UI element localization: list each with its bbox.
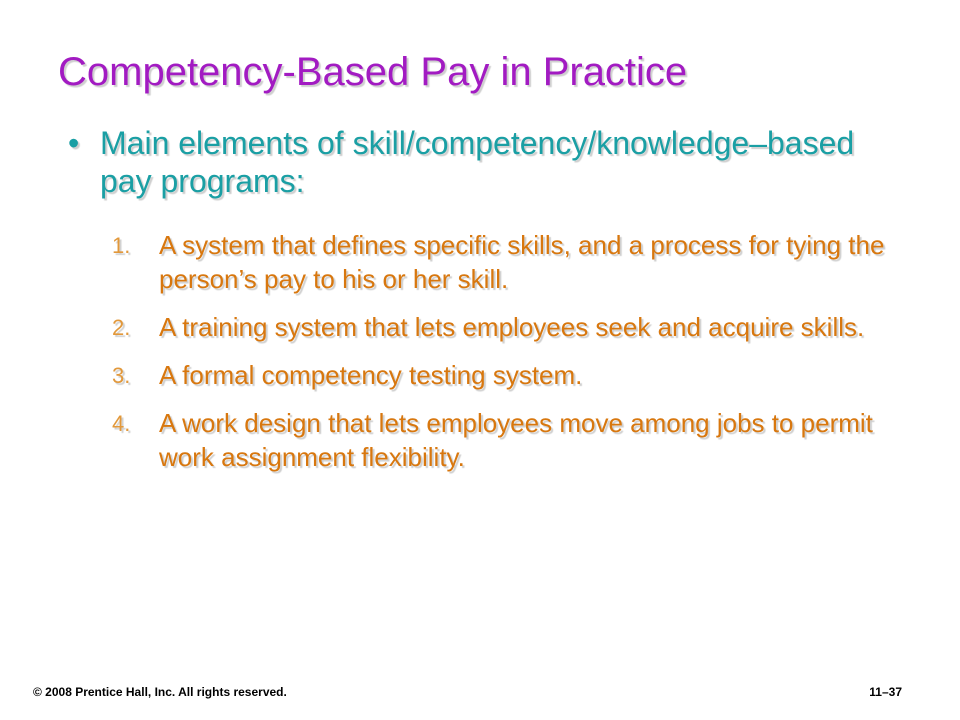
page-number: 11–37 [869,685,902,699]
list-item-number: 2. [112,315,131,340]
list-item [112,358,902,392]
list-item [112,228,902,296]
list-item-text: A system that defines specific skills, and a process for tying the person’s pay to his or her skill. [159,230,885,294]
list-item-number: 3. [112,363,131,388]
list-item [112,406,902,474]
bullet-text: Main elements of skill/competency/knowledge–based pay programs: [100,125,855,199]
bullet-marker: • [68,125,80,161]
numbered-list [112,228,902,488]
list-item-text: A work design that lets employees move among jobs to permit work assignment flexibility. [159,408,873,472]
slide-title: Competency-Based Pay in Practice [58,50,688,94]
copyright-footer: © 2008 Prentice Hall, Inc. All rights reserved. [33,685,287,699]
list-item-text: A formal competency testing system. [159,360,583,390]
list-item-text: A training system that lets employees seek and acquire skills. [159,312,865,342]
main-bullet [68,124,898,200]
list-item-number: 1. [112,233,131,258]
list-item-number: 4. [112,411,131,436]
list-item [112,310,902,344]
